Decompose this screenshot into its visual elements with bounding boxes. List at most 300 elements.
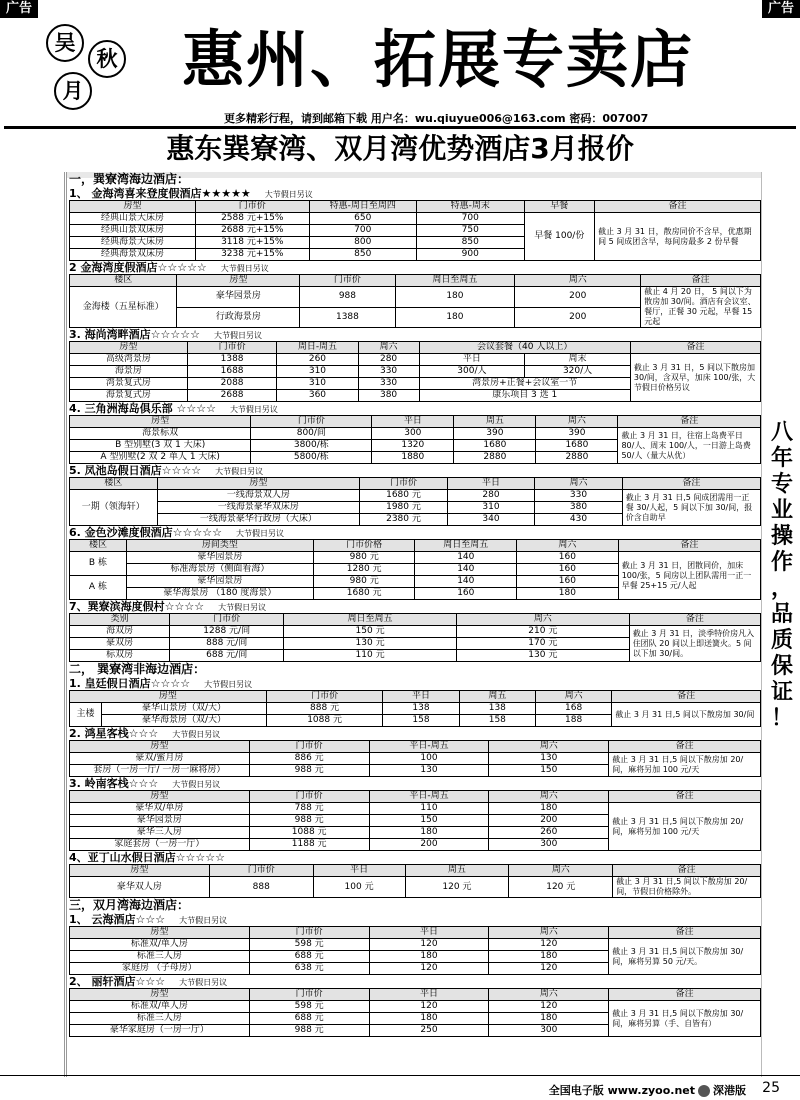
- hotel-name: 4、亚丁山水假日酒店☆☆☆☆☆: [69, 851, 225, 864]
- holiday-note: 大节假日另议: [172, 780, 221, 789]
- table-cell: 130 元: [456, 650, 629, 662]
- table-cell: 850: [309, 249, 416, 261]
- section-title: 一，巽寮湾海边酒店：: [69, 172, 190, 186]
- hotel-name: 1、 云海酒店☆☆☆: [69, 913, 166, 926]
- table-cell: 标准三人房: [70, 1013, 250, 1025]
- table-cell: 700: [417, 213, 524, 225]
- holiday-note: 大节假日另议: [218, 603, 267, 612]
- price-table: [69, 341, 761, 402]
- table-cell: 700: [309, 225, 416, 237]
- section-title: 二， 巽寮湾非海边酒店：: [69, 662, 206, 676]
- price-table: [69, 926, 761, 975]
- table-cell: 2688: [187, 390, 276, 402]
- column-header: 房型: [157, 478, 360, 490]
- column-header: 楼区: [70, 478, 158, 490]
- column-header: 门市价: [170, 614, 284, 626]
- hotel-name: 1、 金海湾喜来登度假酒店★★★★★: [69, 187, 251, 200]
- table-cell: 850: [417, 237, 524, 249]
- table-cell: 标准双/单人房: [70, 1001, 250, 1013]
- table-cell: 豪双房: [70, 638, 170, 650]
- table-cell: 3118 元+15%: [195, 237, 309, 249]
- table-cell: 888 元: [266, 703, 383, 715]
- table-cell: 豪华家庭房（一房一厅）: [70, 1025, 250, 1037]
- column-header: 房间类型: [126, 540, 313, 552]
- price-table: [69, 613, 761, 662]
- side-slogan: [764, 420, 800, 732]
- column-header: 周五: [405, 865, 509, 877]
- table-cell: 1680: [536, 440, 618, 452]
- table-cell: 1680 元: [360, 490, 448, 502]
- slogan-char: 品: [770, 602, 793, 627]
- hotel-name: 3. 海尚湾畔酒店☆☆☆☆☆: [69, 328, 200, 341]
- table-cell: 280: [358, 354, 419, 366]
- slogan-char: 业: [770, 498, 793, 523]
- hotel-title: [69, 777, 761, 790]
- hotel-name: 4. 三角洲海岛俱乐部 ☆☆☆☆: [69, 402, 216, 415]
- page-title: 惠东巽寮湾、双月湾优势酒店3月报价: [166, 132, 634, 165]
- table-cell: 1680 元: [313, 588, 415, 600]
- table-cell: 家庭套房（一房一厅）: [70, 839, 250, 851]
- table-cell: 标准三人房: [70, 951, 250, 963]
- column-header: 门市价: [187, 342, 276, 354]
- table-cell: 一线海景双人房: [157, 490, 360, 502]
- table-cell: 1388: [187, 354, 276, 366]
- column-header: 特惠-周日至周四: [309, 201, 416, 213]
- table-cell: 2880: [454, 452, 536, 464]
- table-row: [70, 490, 761, 502]
- hotel-title: [69, 464, 761, 477]
- table-cell: 150: [369, 815, 489, 827]
- table-cell: 1980 元: [360, 502, 448, 514]
- table-cell: 豪双/蜜月房: [70, 753, 250, 765]
- slogan-char: ！: [770, 706, 793, 731]
- hotel-title: [69, 526, 761, 539]
- remark-cell: 截止 3 月 31 日,5 间以下散房加 30/间: [612, 703, 761, 727]
- column-header: 门市价: [249, 741, 369, 753]
- table-cell: 598 元: [249, 939, 369, 951]
- column-header: 周六: [489, 927, 609, 939]
- table-cell: 120: [489, 939, 609, 951]
- hotel-title: [69, 261, 761, 274]
- table-cell: 330: [535, 490, 623, 502]
- table-cell: 套房（一房一厅/ 一房一麻将房）: [70, 765, 250, 777]
- table-cell: 750: [417, 225, 524, 237]
- remark-cell: 截止 3 月 31 日，团散同价，加床 100/张，5 间房以上团队需用一正一早餐 25+15 元/人起: [618, 552, 760, 600]
- column-header: 会议套餐（40 人以上）: [419, 342, 630, 354]
- slogan-char: 证: [770, 680, 793, 705]
- table-cell: 160: [517, 552, 619, 564]
- table-cell: 330: [358, 378, 419, 390]
- table-cell: 800/间: [251, 428, 372, 440]
- table-cell: 300: [489, 1025, 609, 1037]
- table-cell: 标准双/单人房: [70, 939, 250, 951]
- footer: [0, 1075, 800, 1100]
- remark-cell: 截止 3 月 31 日，淡季特价房凡入住团队 20 间以上即送簧火。5 间以下加 30/间。: [629, 626, 760, 662]
- remark-cell: 截止 3 月 31 日,5 间以下散房加 30/间，麻将另算（手、自皆有）: [609, 1001, 761, 1037]
- table-cell: 130: [489, 753, 609, 765]
- table-cell: 豪华三人房: [70, 827, 250, 839]
- column-header: 门市价: [249, 989, 369, 1001]
- hotel-name: 7、巽寮滨海度假村☆☆☆☆: [69, 600, 205, 613]
- column-header: 周六: [456, 614, 629, 626]
- column-header: 平日-周五: [369, 791, 489, 803]
- table-cell: 180: [369, 1013, 489, 1025]
- table-cell: 海景房: [70, 366, 188, 378]
- table-cell: 988 元: [249, 765, 369, 777]
- table-cell: 豪华双/单房: [70, 803, 250, 815]
- table-cell: 260: [489, 827, 609, 839]
- table-cell: 320/人: [525, 366, 631, 378]
- holiday-note: 大节假日另议: [215, 467, 264, 476]
- table-cell: 888: [209, 877, 313, 898]
- table-cell: B 型别墅(3 双 1 大床): [70, 440, 251, 452]
- table-cell: 300: [372, 428, 454, 440]
- table-cell: 980 元: [313, 552, 415, 564]
- footer-edition: 深港版: [713, 1084, 746, 1097]
- table-cell: 标双房: [70, 650, 170, 662]
- ad-label-right: 广告: [762, 0, 800, 18]
- table-cell: A 型别墅(2 双 2 单人 1 大床): [70, 452, 251, 464]
- table-cell: 1880: [372, 452, 454, 464]
- table-cell: 120: [489, 963, 609, 975]
- remark-cell: 截止 3 月 31 日，5 间以下散房加 30/间，含双早，加床 100/张，大节假日价格另议: [630, 354, 760, 402]
- slogan-char: 作: [770, 550, 793, 575]
- table-cell: 110 元: [284, 650, 457, 662]
- table-cell: 3238 元+15%: [195, 249, 309, 261]
- price-table: [69, 200, 761, 261]
- column-header: 周六: [517, 540, 619, 552]
- column-header: 门市价: [266, 691, 383, 703]
- table-row: [70, 428, 761, 440]
- page-number: 25: [762, 1080, 780, 1096]
- price-table: [69, 690, 761, 727]
- column-header: 房型: [70, 201, 196, 213]
- table-cell: 经典海景大床房: [70, 237, 196, 249]
- table-row: [70, 354, 761, 366]
- table-cell: 200: [515, 287, 641, 308]
- hotel-title: [69, 600, 761, 613]
- table-cell: 2380 元: [360, 514, 448, 526]
- table-cell: 180: [489, 1013, 609, 1025]
- table-cell: 180: [489, 951, 609, 963]
- table-cell: 2688 元+15%: [195, 225, 309, 237]
- footer-site-text: 全国电子版 www.zyoo.net: [548, 1084, 695, 1097]
- hotel-title: [69, 677, 761, 690]
- table-cell: 138: [383, 703, 459, 715]
- table-cell: 1088 元: [249, 827, 369, 839]
- column-header: 房型: [70, 416, 251, 428]
- header-divider: [4, 126, 796, 129]
- column-header: 门市价: [360, 478, 448, 490]
- hotel-title: [69, 328, 761, 341]
- column-header: 备注: [609, 927, 761, 939]
- table-cell: A 栋: [70, 576, 127, 600]
- logo-char-3: 月: [54, 72, 92, 110]
- column-header: 周六: [358, 342, 419, 354]
- table-row: [70, 877, 761, 898]
- table-cell: 140: [415, 552, 517, 564]
- table-cell: 310: [277, 366, 358, 378]
- table-cell: 180: [369, 827, 489, 839]
- table-cell: 280: [447, 490, 535, 502]
- column-header: 平日: [369, 927, 489, 939]
- table-cell: 一期（领海轩）: [70, 490, 158, 526]
- table-cell: 180: [489, 803, 609, 815]
- column-header: 平日: [383, 691, 459, 703]
- table-cell: 湾景房+正餐+会议室一节: [419, 378, 630, 390]
- table-cell: 120: [369, 963, 489, 975]
- hotel-title: [69, 913, 761, 926]
- table-cell: 主楼: [70, 703, 102, 727]
- table-cell: 130: [369, 765, 489, 777]
- table-cell: 688 元/间: [170, 650, 284, 662]
- table-cell: 湾景复式房: [70, 378, 188, 390]
- table-row: [70, 803, 761, 815]
- table-cell: 650: [309, 213, 416, 225]
- table-cell: 5800/栋: [251, 452, 372, 464]
- holiday-note: 大节假日另议: [179, 916, 228, 925]
- table-cell: 158: [383, 715, 459, 727]
- table-cell: 120: [369, 939, 489, 951]
- price-table: [69, 539, 761, 600]
- store-title: 惠州、拓展专卖店: [182, 23, 695, 96]
- table-row: [70, 1001, 761, 1013]
- column-header: 平日: [372, 416, 454, 428]
- table-cell: 390: [536, 428, 618, 440]
- remark-cell: 截止 3 月 31 日，往宿上岛费平日 80/人、周末 100/人，一日游上岛费 50/人（量大从优）: [618, 428, 761, 464]
- table-cell: 160: [517, 576, 619, 588]
- column-header: 备注: [630, 342, 760, 354]
- column-header: 房型: [70, 865, 210, 877]
- table-cell: 经典海景双床房: [70, 249, 196, 261]
- table-cell: 2880: [536, 452, 618, 464]
- column-header: 周日至周五: [284, 614, 457, 626]
- holiday-note: 大节假日另议: [204, 680, 253, 689]
- price-table: [69, 415, 761, 464]
- table-cell: 180: [369, 951, 489, 963]
- column-header: 门市价: [195, 201, 309, 213]
- table-cell: 行政海景房: [177, 307, 300, 328]
- table-cell: 豪华园景房: [177, 287, 300, 308]
- table-cell: 300/人: [419, 366, 525, 378]
- table-cell: 380: [535, 502, 623, 514]
- table-cell: 2088: [187, 378, 276, 390]
- table-row: [70, 703, 761, 715]
- column-header: 周五: [454, 416, 536, 428]
- table-cell: 260: [277, 354, 358, 366]
- column-header: 早餐: [524, 201, 595, 213]
- column-header: 房型: [70, 741, 250, 753]
- column-header: 门市价: [251, 416, 372, 428]
- table-cell: 140: [415, 576, 517, 588]
- table-cell: 一线海景豪华双床房: [157, 502, 360, 514]
- table-cell: 160: [517, 564, 619, 576]
- table-cell: 886 元: [249, 753, 369, 765]
- table-cell: 788 元: [249, 803, 369, 815]
- table-cell: 170 元: [456, 638, 629, 650]
- column-header: 周六: [509, 865, 613, 877]
- table-cell: 140: [415, 564, 517, 576]
- remark-cell: 截止 4 月 20 日， 5 间以下为散房加 30/间。酒店有会议室、餐厅，正餐 30 元起，早餐 15 元起: [641, 287, 761, 328]
- remark-cell: 截止 3 月 31 日，散房同价不含早，优惠期间 5 间成团含早，每间房最多 2 份早餐: [595, 213, 761, 261]
- table-cell: 豪华海景房 （180 度海景）: [126, 588, 313, 600]
- price-table: [69, 864, 761, 898]
- column-header: 备注: [622, 478, 760, 490]
- hotel-name: 2、 丽轩酒店☆☆☆: [69, 975, 166, 988]
- table-cell: B 栋: [70, 552, 127, 576]
- table-cell: 988: [300, 287, 395, 308]
- price-table: [69, 274, 761, 328]
- table-cell: 2588 元+15%: [195, 213, 309, 225]
- table-cell: 豪华园景房: [126, 552, 313, 564]
- column-header: 房型: [70, 927, 250, 939]
- price-table: [69, 790, 761, 851]
- table-cell: 豪华园景房: [126, 576, 313, 588]
- table-cell: 120 元: [405, 877, 509, 898]
- column-header: 房型: [70, 989, 250, 1001]
- table-cell: 150: [489, 765, 609, 777]
- table-cell: 110: [369, 803, 489, 815]
- column-header: 周五: [459, 691, 535, 703]
- column-header: 周六: [535, 478, 623, 490]
- column-header: 周六: [489, 791, 609, 803]
- hotel-name: 6. 金色沙滩度假酒店☆☆☆☆☆: [69, 526, 222, 539]
- table-cell: 1688: [187, 366, 276, 378]
- table-cell: 200: [489, 815, 609, 827]
- table-cell: 1188 元: [249, 839, 369, 851]
- table-cell: 豪华园景房: [70, 815, 250, 827]
- column-header: 门市价: [249, 791, 369, 803]
- column-header: 周日至周五: [395, 275, 515, 287]
- table-cell: 390: [454, 428, 536, 440]
- table-cell: 988 元: [249, 1025, 369, 1037]
- column-header: 门市价: [209, 865, 313, 877]
- holiday-note: 大节假日另议: [229, 405, 278, 414]
- column-header: 房型: [177, 275, 300, 287]
- table-cell: 340: [447, 514, 535, 526]
- column-header: 备注: [641, 275, 761, 287]
- table-cell: 家庭房 （子母房）: [70, 963, 250, 975]
- column-header: 特惠-周末: [417, 201, 524, 213]
- holiday-note: 大节假日另议: [172, 730, 221, 739]
- logo-char-2: 秋: [88, 40, 126, 78]
- table-cell: 海双房: [70, 626, 170, 638]
- table-cell: 1280 元: [313, 564, 415, 576]
- table-cell: 早餐 100/份: [524, 213, 595, 261]
- table-cell: 120: [489, 1001, 609, 1013]
- column-header: 周六: [489, 741, 609, 753]
- column-header: 备注: [618, 540, 760, 552]
- column-header: 楼区: [70, 540, 127, 552]
- contact-info: 更多精彩行程，请到邮箱下载 用户名：wu.qiuyue006@163.com 密码：007007: [224, 112, 649, 125]
- table-cell: 豪华双人房: [70, 877, 210, 898]
- price-table: [69, 988, 761, 1037]
- column-header: 备注: [595, 201, 761, 213]
- remark-cell: 截止 3 月 31 日,5 间成团需用一正餐 30/人起，5 间以下加 30/间，报价含自助早: [622, 490, 760, 526]
- column-header: 门市价: [300, 275, 395, 287]
- holiday-note: 大节假日另议: [213, 331, 262, 340]
- table-cell: 360: [277, 390, 358, 402]
- remark-cell: 截止 3 月 31 日,5 间以下散房加 20/间，节假日价格除外。: [613, 877, 761, 898]
- logo-char-1: 吴: [46, 24, 84, 62]
- hotel-name: 2. 鸿星客栈☆☆☆: [69, 727, 159, 740]
- hotel-title: [69, 727, 761, 740]
- table-cell: 金海楼（五星标准）: [70, 287, 177, 328]
- holiday-note: 大节假日另议: [179, 978, 228, 987]
- table-cell: 310: [277, 378, 358, 390]
- table-cell: 688 元: [249, 951, 369, 963]
- column-header: 备注: [609, 989, 761, 1001]
- table-row: [70, 213, 761, 225]
- table-cell: 130 元: [284, 638, 457, 650]
- column-header: 备注: [613, 865, 761, 877]
- column-header: 楼区: [70, 275, 177, 287]
- table-cell: 430: [535, 514, 623, 526]
- table-cell: 138: [459, 703, 535, 715]
- table-cell: 周末: [525, 354, 631, 366]
- table-cell: 1680: [454, 440, 536, 452]
- column-header: 门市价格: [313, 540, 415, 552]
- table-cell: 800: [309, 237, 416, 249]
- ad-label-left: 广告: [0, 0, 38, 18]
- column-header: 类别: [70, 614, 170, 626]
- table-cell: 1320: [372, 440, 454, 452]
- remark-cell: 截止 3 月 31 日,5 间以下散房加 20/间，麻将另加 100 元/天: [609, 803, 761, 851]
- hotel-title: [69, 851, 761, 864]
- column-header: 周六: [489, 989, 609, 1001]
- slogan-char: 年: [770, 446, 793, 471]
- column-header: 备注: [629, 614, 760, 626]
- slogan-char: 质: [770, 628, 793, 653]
- holiday-note: 大节假日另议: [220, 264, 269, 273]
- section-title: 三，双月湾海边酒店：: [69, 898, 190, 912]
- slogan-char: 八: [770, 420, 793, 445]
- table-cell: 210 元: [456, 626, 629, 638]
- table-cell: 310: [447, 502, 535, 514]
- table-cell: 3800/栋: [251, 440, 372, 452]
- price-list: [64, 172, 762, 1077]
- table-cell: 康乐项目 3 选 1: [419, 390, 630, 402]
- table-cell: 海景标双: [70, 428, 251, 440]
- table-cell: 980 元: [313, 576, 415, 588]
- hotel-title: [69, 187, 761, 200]
- hotel-title: [69, 402, 761, 415]
- table-cell: 海景复式房: [70, 390, 188, 402]
- column-header: 备注: [609, 741, 761, 753]
- table-row: [70, 753, 761, 765]
- column-header: 房型: [70, 691, 267, 703]
- table-cell: 200: [369, 839, 489, 851]
- table-cell: 638 元: [249, 963, 369, 975]
- table-cell: 158: [459, 715, 535, 727]
- table-cell: 180: [395, 287, 515, 308]
- column-header: 备注: [612, 691, 761, 703]
- table-cell: 150 元: [284, 626, 457, 638]
- column-header: 周六: [536, 416, 618, 428]
- table-cell: 188: [535, 715, 611, 727]
- table-cell: 高级湾景房: [70, 354, 188, 366]
- hotel-name: 1. 皇廷假日酒店☆☆☆☆: [69, 677, 191, 690]
- table-cell: 300: [489, 839, 609, 851]
- column-header: 房型: [70, 791, 250, 803]
- column-header: 周六: [535, 691, 611, 703]
- column-header: 平日-周五: [369, 741, 489, 753]
- price-table: [69, 477, 761, 526]
- table-cell: 1288 元/间: [170, 626, 284, 638]
- column-header: 备注: [609, 791, 761, 803]
- hotel-name: 3. 岭南客栈☆☆☆: [69, 777, 159, 790]
- table-cell: 100: [369, 753, 489, 765]
